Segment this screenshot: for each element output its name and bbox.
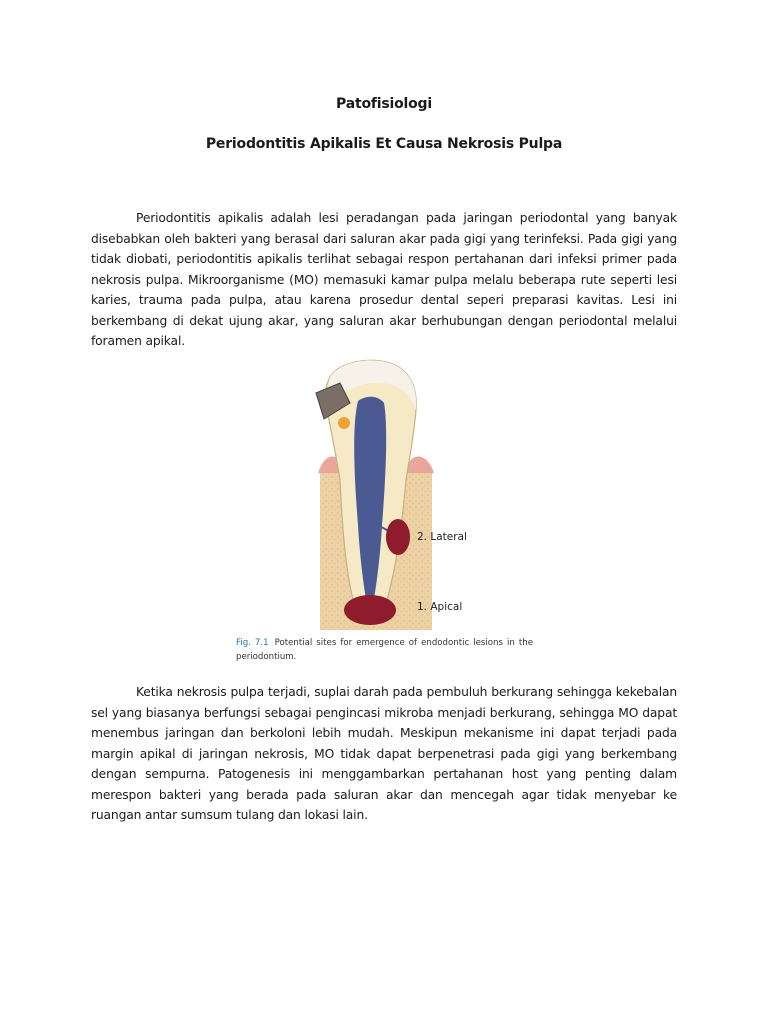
paragraph-2-text: Ketika nekrosis pulpa terjadi, suplai darah pada pembuluh berkurang sehingga kekebalan sel yang biasanya berfungsi sebagai pengincasi mikroba menjadi berkurang, sehingga MO dapat menembus jaringan dan berkoloni lebih mudah. Meskipun mekanisme ini dapat terjadi pada margin apikal di jaringan nekrosis, MO tidak dapat berpenetrasi pada gigi yang berkembang dengan sempurna. Patogenesis ini menggambarkan pertahanan host yang penting dalam merespon bakteri yang berada pada saluran akar dan mencegah agar tidak menyebar ke ruangan antar sumsum tulang dan lokasi lain. bbox=[91, 685, 677, 822]
tooth-illustration bbox=[300, 355, 450, 630]
label-lateral: 2. Lateral bbox=[417, 531, 467, 543]
document-subtitle: Periodontitis Apikalis Et Causa Nekrosis Pulpa bbox=[205, 136, 563, 152]
figure-caption bbox=[236, 636, 533, 664]
paragraph-1-text: Periodontitis apikalis adalah lesi peradangan pada jaringan periodontal yang banyak disebabkan oleh bakteri yang berasal dari saluran akar pada gigi yang terinfeksi. Pada gigi yang tidak diobati, periodontitis apikalis terlihat sebagai respon pertahanan dari infeksi primer pada nekrosis pulpa. Mikroorganisme (MO) memasuki kamar pulpa melalu beberapa rute seperti lesi karies, trauma pada pulpa, atau karena prosedur dental seperi preparasi kavitas. Lesi ini berkembang di dekat ujung akar, yang saluran akar berhubungan dengan periodontal melalui foramen apikal. bbox=[91, 211, 677, 348]
lateral-lesion bbox=[386, 519, 410, 555]
paragraph-1 bbox=[91, 208, 677, 352]
figure-caption-text: Potential sites for emergence of endodontic lesions in the periodontium. bbox=[236, 638, 533, 662]
apical-lesion bbox=[344, 595, 396, 625]
figure-number: Fig. 7.1 bbox=[236, 638, 269, 648]
document-title: Patofisiologi bbox=[336, 96, 432, 112]
paragraph-2 bbox=[91, 682, 677, 826]
label-apical: 1. Apical bbox=[417, 601, 463, 613]
